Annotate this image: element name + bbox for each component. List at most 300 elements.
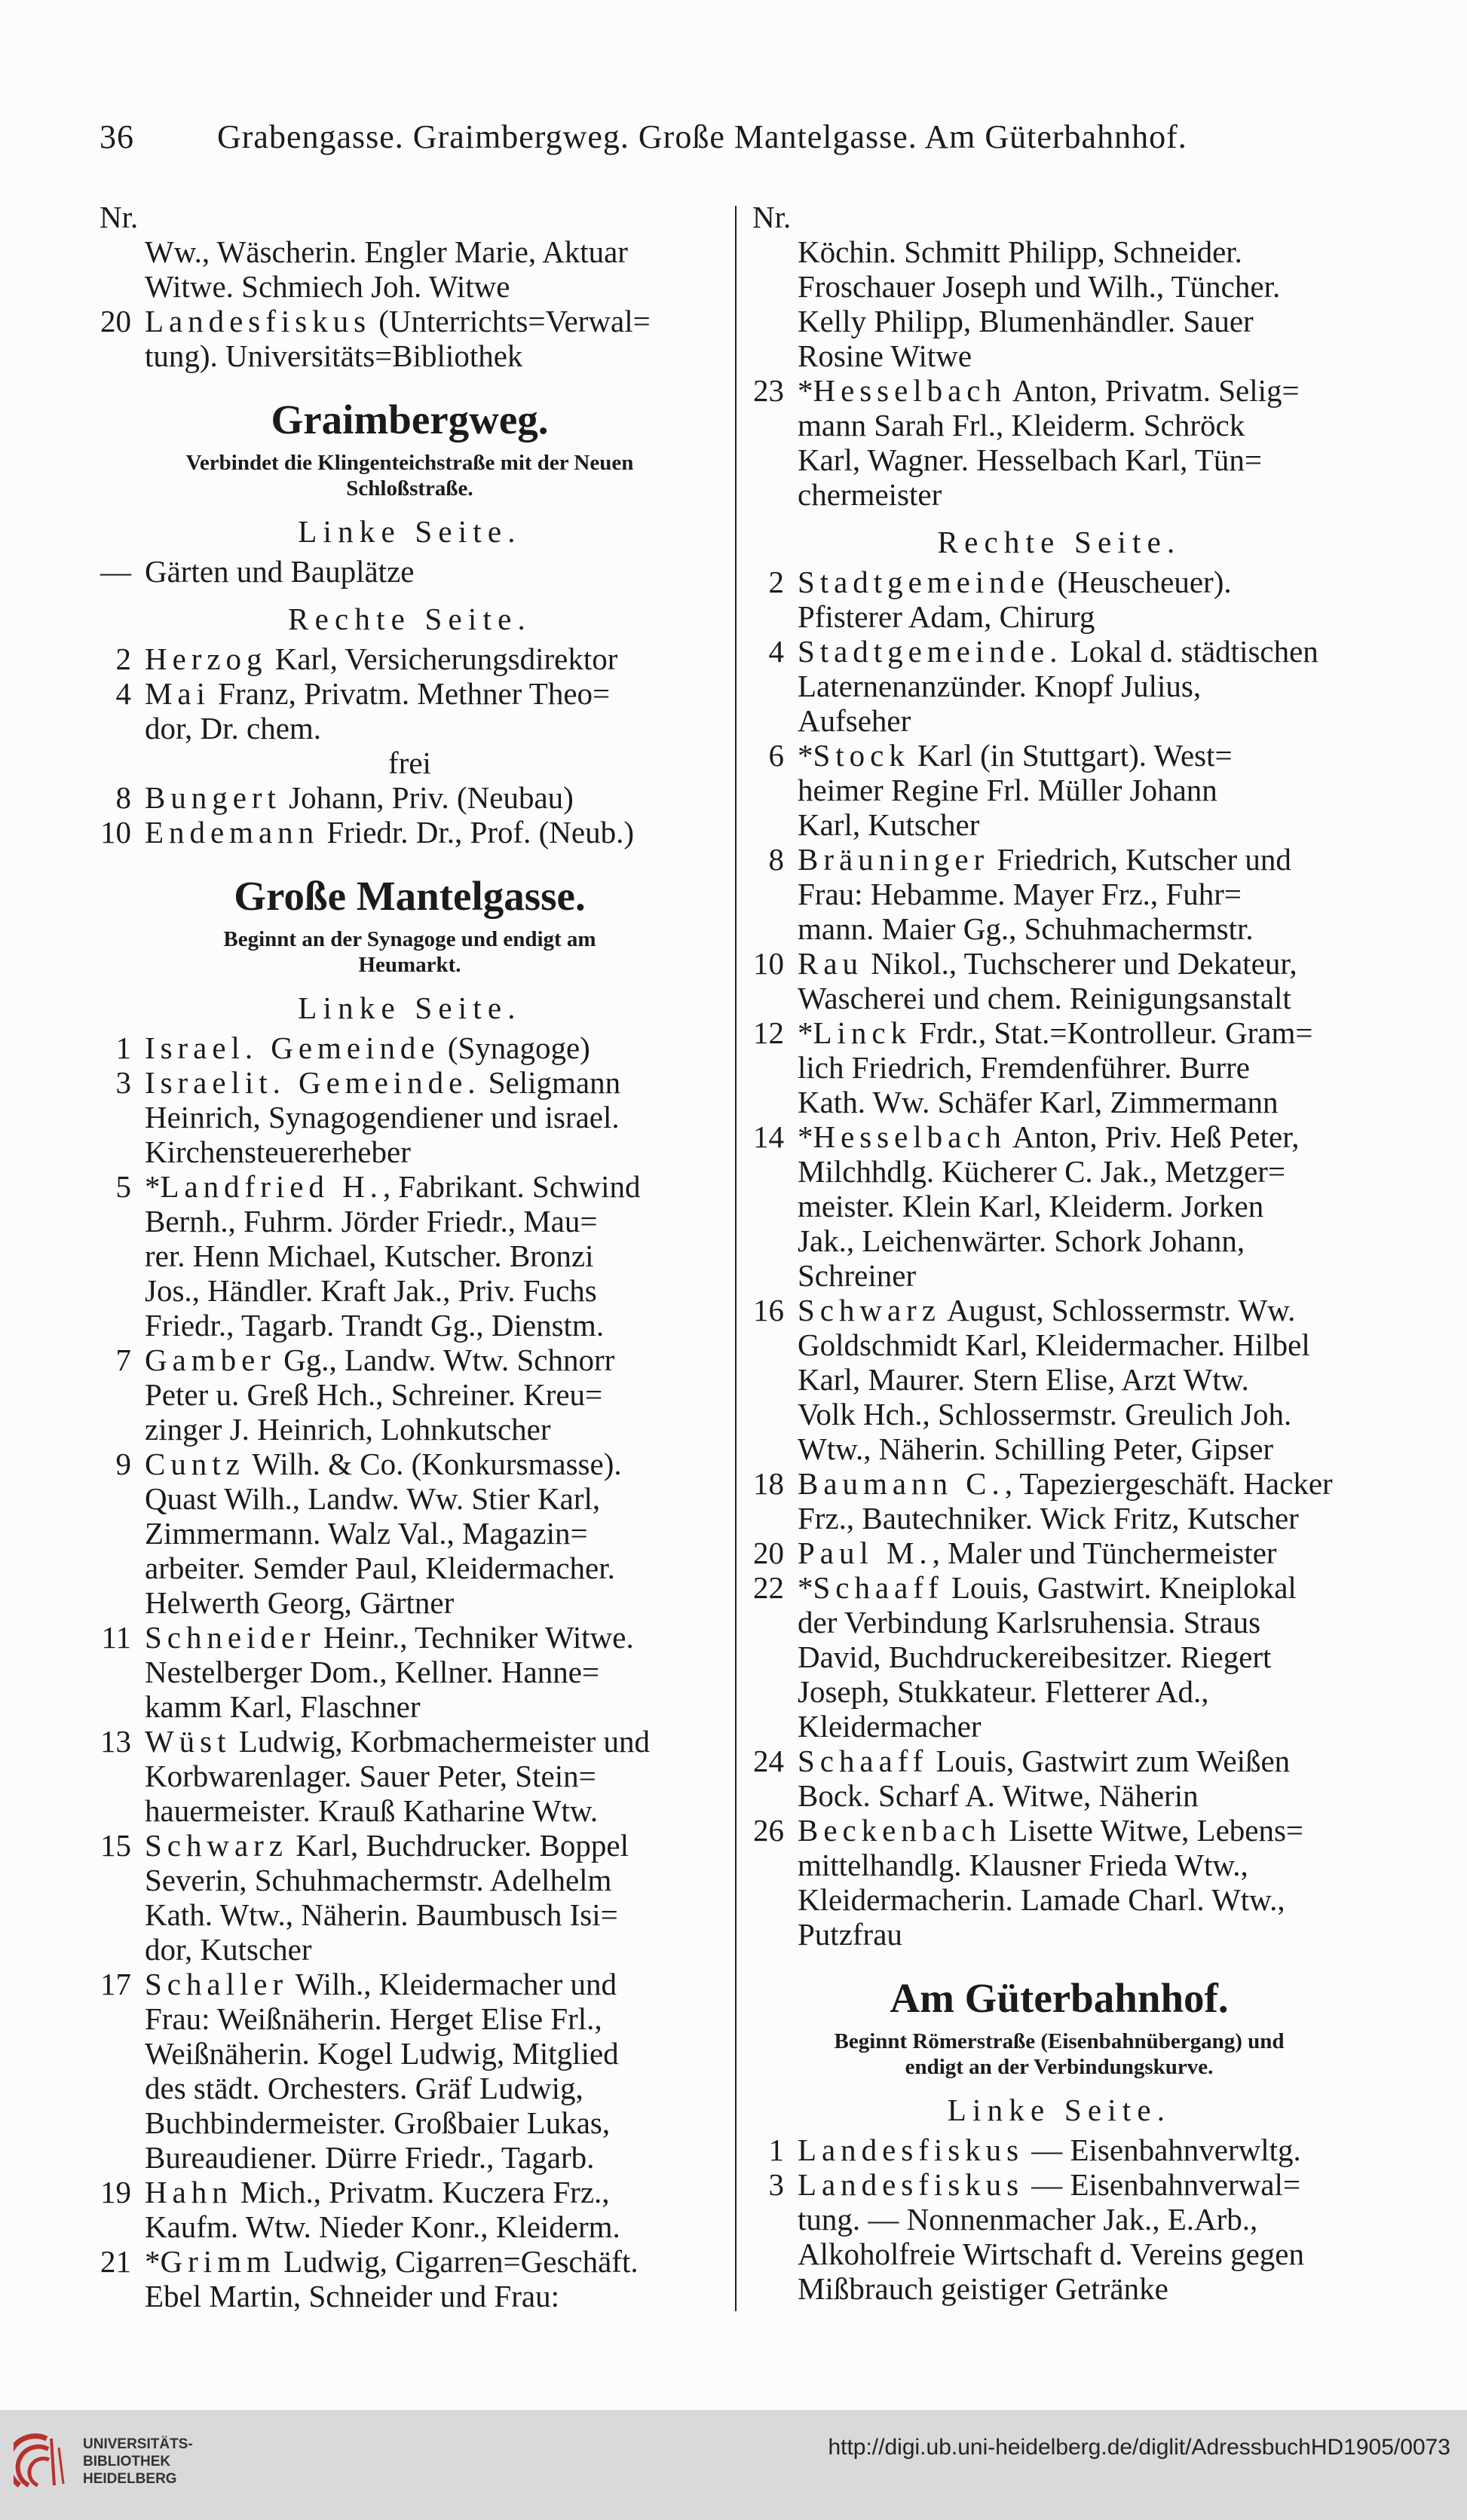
owner-name: Israel. Gemeinde	[145, 1030, 440, 1065]
house-number: 11	[101, 1620, 131, 1655]
column-divider	[735, 206, 737, 2311]
directory-line	[100, 711, 720, 746]
entry-text: Karl, Kutscher	[798, 807, 980, 842]
entry-text: , Maler und Tünchermeister	[932, 1536, 1277, 1570]
entry-text: tung). Universitäts=Bibliothek	[145, 338, 523, 373]
entry-text: Köchin. Schmitt Philipp, Schneider.	[798, 234, 1242, 269]
directory-line	[752, 2202, 1366, 2237]
owner-name: Schaller	[145, 1967, 289, 2001]
entry-text: Ww., Wäscherin. Engler Marie, Aktuar	[145, 234, 628, 269]
directory-line	[752, 1327, 1366, 1362]
directory-line	[752, 1778, 1366, 1813]
entry-text: Gärten und Bauplätze	[145, 554, 415, 589]
directory-line	[752, 1882, 1366, 1917]
directory-line	[100, 1481, 720, 1516]
entry-text: Frau: Hebamme. Mayer Frz., Fuhr=	[798, 877, 1242, 911]
directory-line	[100, 1585, 720, 1620]
owner-mark: *	[798, 373, 813, 408]
logo-line: BIBLIOTHEK	[83, 2454, 171, 2469]
entry-text: Zimmermann. Walz Val., Magazin=	[145, 1516, 588, 1551]
entry-text: Karl, Maurer. Stern Elise, Arzt Wtw.	[798, 1362, 1249, 1397]
running-head	[100, 116, 1187, 158]
entry-text: Korbwarenlager. Sauer Peter, Stein=	[145, 1759, 596, 1793]
entry-text: Laternenanzünder. Knopf Julius,	[798, 669, 1202, 703]
directory-line	[752, 269, 1366, 304]
entry-text: Louis, Gastwirt zum Weißen	[928, 1744, 1291, 1778]
entry-text: heimer Regine Frl. Müller Johann	[798, 773, 1217, 807]
entry-text: Weißnäherin. Kogel Ludwig, Mitglied	[145, 2036, 619, 2071]
house-number: 8	[768, 842, 784, 877]
owner-name: Bräuninger	[798, 842, 990, 877]
owner-name: Landesfiskus	[798, 2133, 1024, 2167]
entry-text: des städt. Orchesters. Gräf Ludwig,	[145, 2071, 583, 2105]
entry-text: Gg., Landw. Wtw. Schnorr	[275, 1343, 615, 1377]
directory-line	[752, 1813, 1366, 1848]
directory-line	[752, 1085, 1366, 1119]
directory-line	[100, 1932, 720, 1967]
entry-text: Alkoholfreie Wirtschaft d. Vereins gegen	[798, 2237, 1304, 2271]
owner-name: Schaaff	[813, 1570, 944, 1605]
entry-text: Quast Wilh., Landw. Ww. Stier Karl,	[145, 1481, 601, 1516]
directory-line	[100, 1377, 720, 1412]
entry-text: Anton, Priv. Heß Peter,	[1006, 1119, 1300, 1154]
entry-text: — Eisenbahnverwltg.	[1024, 2133, 1301, 2167]
house-number: 2	[115, 641, 131, 676]
entry-text: Nestelberger Dom., Kellner. Hanne=	[145, 1655, 600, 1689]
owner-name: Linck	[813, 1015, 911, 1050]
directory-line	[100, 1308, 720, 1343]
directory-line	[100, 2209, 720, 2244]
directory-line	[100, 1793, 720, 1828]
directory-line	[752, 877, 1366, 911]
entry-text: , Fabrikant. Schwind	[382, 1169, 641, 1204]
owner-name: Schwarz	[798, 1293, 941, 1327]
directory-line	[752, 1709, 1366, 1744]
entry-text: Bock. Scharf A. Witwe, Näherin	[798, 1778, 1199, 1813]
entry-text: lich Friedrich, Fremdenführer. Burre	[798, 1050, 1251, 1085]
entry-text: Lokal d. städtischen	[1062, 634, 1318, 669]
entry-text: Jak., Leichenwärter. Schork Johann,	[798, 1223, 1245, 1258]
owner-name: Hahn	[145, 2175, 233, 2209]
street-side-label: Rechte Seite.	[937, 525, 1181, 559]
owner-name: Stock	[813, 738, 910, 773]
owner-name: Hesselbach	[813, 1119, 1006, 1154]
directory-line	[752, 1293, 1366, 1327]
entry-text: Witwe. Schmiech Joh. Witwe	[145, 269, 510, 304]
directory-line	[100, 641, 720, 676]
directory-line	[752, 1744, 1366, 1778]
directory-line	[752, 1258, 1366, 1293]
directory-line	[100, 1620, 720, 1655]
entry-text: meister. Klein Karl, Kleiderm. Jorken	[798, 1189, 1264, 1223]
house-number: 10	[753, 946, 784, 981]
house-number: 18	[753, 1466, 784, 1501]
entry-text: Ebel Martin, Schneider und Frau:	[145, 2279, 559, 2313]
entry-text: Johann, Priv. (Neubau)	[280, 780, 574, 815]
entry-text: mann Sarah Frl., Kleiderm. Schröck	[798, 408, 1245, 442]
owner-name: Schaaff	[798, 1744, 929, 1778]
house-number: 20	[100, 304, 131, 338]
directory-line	[752, 1536, 1366, 1570]
entry-text: Putzfrau	[798, 1917, 902, 1952]
house-number: 21	[100, 2244, 131, 2279]
house-number: 26	[753, 1813, 784, 1848]
street-name-heading: Am Güterbahnhof.	[890, 1975, 1229, 2021]
directory-line	[752, 1119, 1366, 1154]
street-section	[100, 396, 720, 501]
directory-line	[752, 1189, 1366, 1223]
directory-line	[100, 269, 720, 304]
entry-text: Karl, Wagner. Hesselbach Karl, Tün=	[798, 442, 1263, 477]
entry-text: Aufseher	[798, 703, 911, 738]
entry-text: Anton, Privatm. Selig=	[1006, 373, 1300, 408]
owner-name: Landfried H.	[160, 1169, 383, 1204]
directory-line	[100, 676, 720, 711]
directory-line	[100, 780, 720, 815]
directory-line	[752, 634, 1366, 669]
owner-mark: *	[798, 1015, 813, 1050]
directory-line	[752, 669, 1366, 703]
house-number: 6	[768, 738, 784, 773]
number-column-label: Nr.	[752, 200, 792, 234]
street-side-label: Linke Seite.	[298, 514, 522, 549]
entry-text: (Unterrichts=Verwal=	[371, 304, 651, 338]
directory-line	[100, 2244, 720, 2279]
directory-line	[752, 1223, 1366, 1258]
street-description-line: Verbindet die Klingenteichstraße mit der Neuen	[185, 451, 634, 475]
house-number: 8	[115, 780, 131, 815]
house-number: 1	[768, 2133, 784, 2167]
running-head-title: Grabengasse. Graimbergweg. Große Mantelgasse. Am Güterbahnhof.	[217, 118, 1187, 155]
directory-line	[752, 1848, 1366, 1882]
directory-line	[100, 1897, 720, 1932]
entry-text: Kelly Philipp, Blumenhändler. Sauer	[798, 304, 1254, 338]
directory-line	[100, 2279, 720, 2313]
directory-line	[752, 565, 1366, 599]
directory-line	[752, 1501, 1366, 1536]
directory-line	[752, 1431, 1366, 1466]
entry-text: dor, Dr. chem.	[145, 711, 322, 746]
street-section	[752, 1974, 1366, 2080]
entry-text: Karl (in Stuttgart). West=	[909, 738, 1233, 773]
entry-text: — Eisenbahnverwal=	[1024, 2167, 1300, 2202]
owner-name: Herzog	[145, 641, 268, 676]
street-name-heading: Große Mantelgasse.	[234, 873, 586, 919]
street-side-label: Linke Seite.	[947, 2093, 1171, 2127]
directory-line	[100, 1204, 720, 1239]
house-number: 13	[100, 1724, 131, 1759]
directory-line	[752, 1917, 1366, 1952]
entry-text: Joseph, Stukkateur. Fletterer Ad.,	[798, 1674, 1209, 1709]
owner-name: Stadtgemeinde.	[798, 634, 1063, 669]
directory-line	[752, 477, 1366, 512]
directory-line	[100, 1967, 720, 2001]
street-description-line: endigt an der Verbindungskurve.	[905, 2055, 1214, 2079]
street-section	[100, 872, 720, 978]
directory-line	[100, 1551, 720, 1585]
directory-line	[100, 815, 720, 850]
entry-text: Wilh., Kleidermacher und	[288, 1967, 617, 2001]
directory-line	[752, 1605, 1366, 1640]
owner-name: Baumann C.	[798, 1466, 1005, 1501]
right-column	[752, 200, 1366, 2306]
left-column	[100, 200, 720, 2313]
owner-name: Wüst	[145, 1724, 231, 1759]
vacant-lot-note: frei	[388, 746, 431, 780]
directory-line	[752, 1050, 1366, 1085]
street-description-line: Beginnt an der Synagoge und endigt am	[223, 927, 596, 951]
directory-line	[752, 911, 1366, 946]
house-number: 7	[115, 1343, 131, 1377]
directory-line	[100, 1065, 720, 1100]
house-number: 22	[753, 1570, 784, 1605]
directory-line	[752, 408, 1366, 442]
house-number: 3	[768, 2167, 784, 2202]
entry-text: Heinr., Techniker Witwe.	[315, 1620, 634, 1655]
logo-line: UNIVERSITÄTS-	[83, 2436, 193, 2452]
directory-line	[100, 2140, 720, 2175]
directory-line	[752, 1570, 1366, 1605]
directory-line	[752, 1397, 1366, 1431]
owner-name: Schneider	[145, 1620, 316, 1655]
entry-text: mann. Maier Gg., Schuhmachermstr.	[798, 911, 1254, 946]
entry-text: tung. — Nonnenmacher Jak., E.Arb.,	[798, 2202, 1258, 2237]
owner-name: Endemann	[145, 815, 320, 850]
directory-line	[100, 1516, 720, 1551]
directory-line	[752, 234, 1366, 269]
house-number: 10	[100, 815, 131, 850]
entry-text: Ludwig, Cigarren=Geschäft.	[275, 2244, 639, 2279]
entry-text: Mißbrauch geistiger Getränke	[798, 2271, 1168, 2306]
house-number: 3	[115, 1065, 131, 1100]
entry-text: (Synagoge)	[439, 1030, 590, 1065]
directory-line	[100, 1655, 720, 1689]
owner-name: Hesselbach	[813, 373, 1006, 408]
entry-text: zinger J. Heinrich, Lohnkutscher	[145, 1412, 551, 1447]
directory-line	[752, 599, 1366, 634]
entry-text: Kleidermacher	[798, 1709, 982, 1744]
house-number: 4	[115, 676, 131, 711]
directory-line	[752, 738, 1366, 773]
entry-text: Bureaudiener. Dürre Friedr., Tagarb.	[145, 2140, 595, 2175]
entry-text: Volk Hch., Schlossermstr. Greulich Joh.	[798, 1397, 1292, 1431]
entry-text: Helwerth Georg, Gärtner	[145, 1585, 455, 1620]
entry-text: arbeiter. Semder Paul, Kleidermacher.	[145, 1551, 615, 1585]
entry-text: Wilh. & Co. (Konkursmasse).	[244, 1447, 622, 1481]
directory-line	[752, 1466, 1366, 1501]
street-description-line: Heumarkt.	[358, 953, 461, 977]
entry-text: Frdr., Stat.=Kontrolleur. Gram=	[911, 1015, 1313, 1050]
entry-text: Karl, Buchdrucker. Boppel	[287, 1828, 629, 1863]
number-column-label: Nr.	[100, 200, 139, 234]
directory-line	[752, 1640, 1366, 1674]
entry-text: Louis, Gastwirt. Kneiplokal	[943, 1570, 1297, 1605]
directory-line	[752, 442, 1366, 477]
entry-text: rer. Henn Michael, Kutscher. Bronzi	[145, 1239, 594, 1273]
entry-text: Buchbindermeister. Großbaier Lukas,	[145, 2105, 611, 2140]
house-number: 16	[753, 1293, 784, 1327]
directory-line	[752, 1674, 1366, 1709]
owner-name: Cuntz	[145, 1447, 245, 1481]
directory-line	[100, 2001, 720, 2036]
directory-line	[100, 2071, 720, 2105]
directory-line	[752, 1015, 1366, 1050]
directory-line	[752, 807, 1366, 842]
directory-line	[100, 1100, 720, 1134]
house-number: 14	[753, 1119, 784, 1154]
entry-text: Friedr. Dr., Prof. (Neub.)	[319, 815, 635, 850]
owner-mark: *	[798, 738, 813, 773]
owner-mark: *	[798, 1119, 813, 1154]
entry-text: Kirchensteuererheber	[145, 1134, 411, 1169]
entry-text: Milchhdlg. Kücherer C. Jak., Metzger=	[798, 1154, 1286, 1189]
directory-line	[752, 773, 1366, 807]
library-logo-text	[83, 2436, 193, 2488]
owner-name: Landesfiskus	[145, 304, 371, 338]
directory-line	[100, 1828, 720, 1863]
entry-text: Seligmann	[480, 1065, 621, 1100]
entry-text: Severin, Schuhmachermstr. Adelhelm	[145, 1863, 612, 1897]
directory-line	[752, 1154, 1366, 1189]
entry-text: Ludwig, Korbmachermeister und	[231, 1724, 651, 1759]
directory-line	[100, 1030, 720, 1065]
entry-text: Bernh., Fuhrm. Jörder Friedr., Mau=	[145, 1204, 598, 1239]
owner-name: Rau	[798, 946, 863, 981]
page-number: 36	[100, 118, 134, 155]
entry-text: Lisette Witwe, Lebens=	[1001, 1813, 1304, 1848]
entry-text: Mich., Privatm. Kuczera Frz.,	[232, 2175, 610, 2209]
owner-name: Mai	[145, 676, 210, 711]
entry-text: Schreiner	[798, 1258, 917, 1293]
directory-line	[752, 2167, 1366, 2202]
entry-text: Jos., Händler. Kraft Jak., Priv. Fuchs	[145, 1273, 597, 1308]
entry-text: Kath. Ww. Schäfer Karl, Zimmermann	[798, 1085, 1279, 1119]
entry-text: Friedr., Tagarb. Trandt Gg., Dienstm.	[145, 1308, 605, 1343]
owner-name: Paul M.	[798, 1536, 933, 1570]
entry-text: Froschauer Joseph und Wilh., Tüncher.	[798, 269, 1281, 304]
directory-line	[752, 981, 1366, 1015]
footer-band	[0, 2410, 1467, 2520]
street-side-label: Linke Seite.	[298, 991, 522, 1025]
entry-text: Franz, Privatm. Methner Theo=	[210, 676, 611, 711]
owner-name: Landesfiskus	[798, 2167, 1024, 2202]
street-description-line: Schloßstraße.	[346, 476, 473, 501]
logo-line: HEIDELBERG	[83, 2471, 177, 2487]
directory-line	[752, 373, 1366, 408]
owner-name: Israelit. Gemeinde.	[145, 1065, 481, 1100]
directory-line	[100, 1273, 720, 1308]
house-number: 12	[753, 1015, 784, 1050]
directory-line	[100, 234, 720, 269]
directory-line	[100, 338, 720, 373]
owner-name: Stadtgemeinde	[798, 565, 1050, 599]
street-description-line: Beginnt Römerstraße (Eisenbahnübergang) und	[834, 2029, 1285, 2053]
directory-line	[100, 1134, 720, 1169]
entry-text: Wtw., Näherin. Schilling Peter, Gipser	[798, 1431, 1274, 1466]
directory-line	[752, 2271, 1366, 2306]
directory-line	[100, 1412, 720, 1447]
street-name-heading: Graimbergweg.	[271, 397, 549, 442]
owner-mark: *	[798, 1570, 813, 1605]
house-number: 20	[753, 1536, 784, 1570]
entry-text: (Heuscheuer).	[1049, 565, 1232, 599]
owner-name: Beckenbach	[798, 1813, 1002, 1848]
entry-text: David, Buchdruckereibesitzer. Riegert	[798, 1640, 1272, 1674]
directory-line	[100, 1343, 720, 1377]
house-number: 23	[753, 373, 784, 408]
house-number: 4	[768, 634, 784, 669]
directory-line	[100, 2175, 720, 2209]
directory-line	[752, 842, 1366, 877]
entry-text: der Verbindung Karlsruhensia. Straus	[798, 1605, 1261, 1640]
source-url-link[interactable]: http://digi.ub.uni-heidelberg.de/diglit/AdressbuchHD1905/0073	[828, 2435, 1450, 2460]
house-number: 17	[100, 1967, 131, 2001]
entry-text: hauermeister. Krauß Katharine Wtw.	[145, 1793, 599, 1828]
street-side-label: Rechte Seite.	[288, 602, 531, 636]
entry-text: kamm Karl, Flaschner	[145, 1689, 421, 1724]
house-number: 24	[753, 1744, 784, 1778]
directory-line	[752, 703, 1366, 738]
house-number: 5	[115, 1169, 131, 1204]
entry-text: Karl, Versicherungsdirektor	[267, 641, 618, 676]
directory-line	[100, 554, 720, 589]
owner-name: Bungert	[145, 780, 281, 815]
house-number: 1	[115, 1030, 131, 1065]
house-number: 9	[115, 1447, 131, 1481]
directory-line	[752, 338, 1366, 373]
directory-line	[100, 304, 720, 338]
entry-text: Kaufm. Wtw. Nieder Konr., Kleiderm.	[145, 2209, 620, 2244]
entry-text: Kath. Wtw., Näherin. Baumbusch Isi=	[145, 1897, 618, 1932]
entry-text: dor, Kutscher	[145, 1932, 312, 1967]
directory-line	[100, 1724, 720, 1759]
entry-text: Friedrich, Kutscher und	[989, 842, 1291, 877]
house-number: —	[100, 554, 131, 589]
entry-text: Pfisterer Adam, Chirurg	[798, 599, 1095, 634]
directory-line	[100, 1169, 720, 1204]
owner-name: Gamber	[145, 1343, 276, 1377]
entry-text: Frz., Bautechniker. Wick Fritz, Kutscher	[798, 1501, 1299, 1536]
directory-line	[100, 2036, 720, 2071]
entry-text: Goldschmidt Karl, Kleidermacher. Hilbel	[798, 1327, 1310, 1362]
entry-text: Wascherei und chem. Reinigungsanstalt	[798, 981, 1291, 1015]
entry-text: Rosine Witwe	[798, 338, 972, 373]
entry-text: Peter u. Greß Hch., Schreiner. Kreu=	[145, 1377, 603, 1412]
directory-line	[752, 1362, 1366, 1397]
entry-text: mittelhandlg. Klausner Frieda Wtw.,	[798, 1848, 1248, 1882]
entry-text: Frau: Weißnäherin. Herget Elise Frl.,	[145, 2001, 602, 2036]
entry-text: chermeister	[798, 477, 942, 512]
entry-text: Kleidermacherin. Lamade Charl. Wtw.,	[798, 1882, 1285, 1917]
house-number: 19	[100, 2175, 131, 2209]
directory-line	[100, 2105, 720, 2140]
owner-name: Schwarz	[145, 1828, 288, 1863]
directory-line	[100, 1689, 720, 1724]
directory-line	[100, 1447, 720, 1481]
directory-line	[100, 1863, 720, 1897]
owner-mark: *	[145, 1169, 161, 1204]
house-number: 2	[768, 565, 784, 599]
directory-line	[752, 2133, 1366, 2167]
house-number: 15	[100, 1828, 131, 1863]
directory-line	[100, 1759, 720, 1793]
directory-line	[752, 304, 1366, 338]
entry-text: August, Schlossermstr. Ww.	[940, 1293, 1296, 1327]
owner-mark: *	[145, 2244, 161, 2279]
university-library-emblem-icon	[14, 2433, 72, 2491]
owner-name: Grimm	[160, 2244, 276, 2279]
directory-line	[752, 946, 1366, 981]
